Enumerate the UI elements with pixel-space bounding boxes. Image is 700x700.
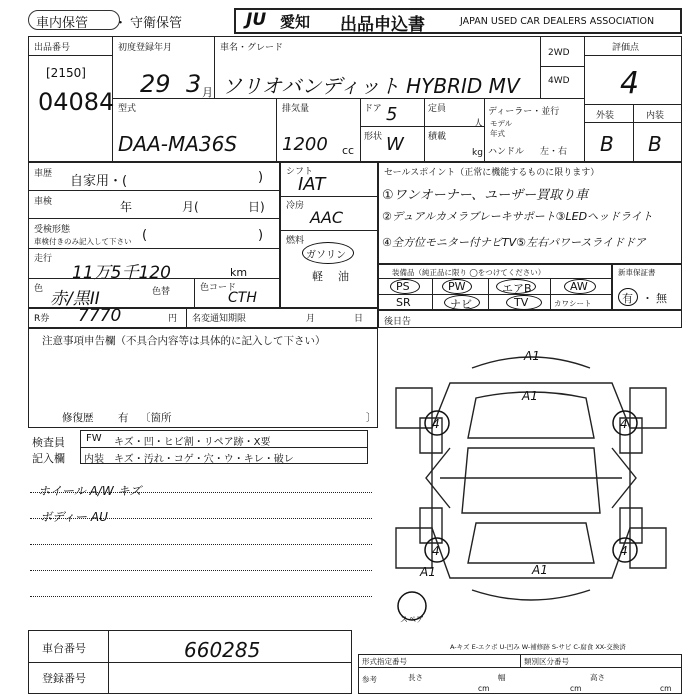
registration-year: 29 [140,70,171,98]
inspector-label-2: 記入欄 [32,452,65,465]
warranty-dot: ・ [642,292,653,305]
tag-car-storage-label: 車内保管 [36,16,89,31]
exterior-label: 外装 [596,111,615,121]
type-designation-label: 形式指定番号 [362,657,407,666]
load-unit: kg [472,148,483,158]
rear-report-block [378,310,682,328]
page-title: 出品申込書 [340,15,425,35]
dealer-label: ディーラー・並行 [488,107,560,117]
mark-hood: A1 [522,389,538,403]
sales-label: セールスポイント（正常に機能するものに限ります） [384,168,600,178]
equip-aw-circle [564,279,596,294]
car-damage-diagram [380,328,682,628]
carname-label: 車名・グレード [220,43,284,53]
equip-aw: AW [570,280,588,293]
warranty-yes: 有 [622,292,633,305]
chassis-label: 車台番号 [42,642,86,655]
deadline-day: 日 [354,314,364,324]
inspection-day: 日) [248,200,265,214]
mark-wheel-fr: 4 [620,417,628,431]
shift-label: シフト [286,167,314,177]
equipment-label: 装備品（純正品に限り ◯をつけてください） [392,268,546,277]
equip-ps: PS [396,280,410,293]
interior-grade: B [648,132,662,156]
assoc-jp: 愛知 [280,13,311,31]
handle-value: 左・右 [540,147,568,157]
rating-label: 評価点 [612,43,640,53]
inspection-type-open: ( [142,228,148,243]
mark-rear-left: A1 [420,565,436,579]
equip-tv-circle [506,295,542,310]
tag-guard-storage-label: 守衛保管 [130,16,183,31]
fw-items: キズ・凹・ヒビ割・リペア跡・X要 [114,437,271,448]
wd2-label: 2WD [548,48,570,58]
deadline-label: 名変通知期限 [192,314,247,324]
lot-subnumber: [2150] [46,66,86,80]
history-close: ) [258,170,264,185]
class-number-label: 類別区分番号 [524,657,569,666]
lot-label: 出品番号 [34,43,71,53]
mileage-label: 走行 [34,254,53,264]
recycle-fee-unit: 円 [168,314,178,324]
wd4-label: 4WD [548,76,570,86]
recycle-fee-label: R券 [34,314,50,324]
fw-label: FW [86,433,102,444]
registration-label: 初度登録年月 [118,43,173,53]
repair-have: 有 [118,412,129,424]
rear-report-label: 後日告 [384,317,412,327]
equip-ps-circle [390,279,420,294]
equip-navi: ナビ [450,298,472,311]
mark-front-bumper: A1 [524,349,540,363]
inspection-type-note: 車検付きのみ記入して下さい [34,237,132,246]
equip-pw: PW [448,280,466,293]
year-label: 年式 [490,129,505,138]
shape-label: 形状 [364,132,383,142]
interior-check-label: 内装 [84,454,104,465]
registration-month: 3 [186,70,202,98]
height-label: 高さ [590,673,605,682]
mark-wheel-rr: 4 [620,544,628,558]
mileage-value: 11万5千120 [72,263,171,283]
registration-month-unit: 月 [202,86,213,99]
shape-value: W [386,134,404,155]
inspection-label: 車検 [34,197,53,207]
color-label: 色 [34,284,44,294]
inspection-year: 年 [120,200,133,214]
load-label: 積載 [428,132,447,142]
carname-value: ソリオバンディット HYBRID MV [222,74,520,98]
capacity-unit: 人 [474,119,484,129]
door-value: 5 [386,104,398,125]
diagram-legend: A-キズ E-エクボ U-凹み W-補修跡 S-サビ C-腐食 XX-交換済 [450,643,626,651]
spare-label: スペア [400,615,424,624]
repair-close: 〕 [366,412,377,424]
mark-wheel-rl: 4 [432,544,440,558]
inspection-month: 月( [182,200,199,214]
displacement-value: 1200 [282,134,328,155]
interior-label: 内装 [646,111,665,121]
handle-label: ハンドル [488,147,525,157]
fuel-oil: 油 [338,270,349,283]
door-label: ドア [364,104,382,114]
sales-line-1: ①ワンオーナー、ユーザー買取り車 [382,188,589,203]
warranty-label: 新車保証書 [618,268,656,277]
equip-navi-circle [444,295,480,310]
color-code-label: 色コード [200,283,237,293]
width-unit: cm [570,684,582,693]
equip-leather: カワシート [554,299,592,308]
history-label: 車歴 [34,169,53,179]
color-change-label: 色替 [152,287,171,297]
inspector-label-1: 検査員 [32,436,65,449]
recycle-fee-value: 7770 [78,306,122,326]
warranty-no: 無 [656,292,667,305]
history-value: 自家用・( [70,174,128,189]
length-label: 長さ [408,673,423,682]
repair-place: 〔箇所 [140,412,172,424]
color-code-value: CTH [228,290,257,306]
displacement-unit: cc [342,144,355,157]
width-label: 幅 [498,673,506,682]
notes-label: 注意事項申告欄（不具合内容等は具体的に記入して下さい） [42,335,326,347]
interior-check-items: キズ・汚れ・コゲ・穴・ウ・キレ・破レ [114,454,294,465]
exterior-grade: B [600,132,614,156]
fuel-gas: ガソリン [306,250,346,261]
registration-number-label: 登録番号 [42,672,86,685]
model-year-label: モデル [490,119,513,128]
inspector-note-2: ボディー AU [40,510,108,524]
rating-value: 4 [620,66,640,101]
deadline-month: 月 [306,314,316,324]
sales-line-3: ④全方位モニター付ナビTV⑤左右パワースライドドア [382,236,646,249]
inspection-type-label: 受検形態 [34,225,71,235]
sales-line-2: ②デュアルカメラブレーキサポート③LEDヘッドライト [382,210,653,223]
fuel-label: 燃料 [286,236,305,246]
mark-wheel-fl: 4 [432,417,440,431]
model-value: DAA-MA36S [118,132,238,156]
model-label: 型式 [118,104,137,114]
equip-airbag: エアB [502,282,532,295]
ac-value: AAC [310,208,344,227]
displacement-label: 排気量 [282,104,310,114]
equip-pw-circle [442,279,472,294]
equip-tv: TV [514,296,529,309]
chassis-number: 660285 [184,638,261,662]
repair-label: 修復歴 [62,412,94,424]
inspector-note-1: ホイール A/W キズ [38,484,142,498]
inspection-type-close: ) [258,228,264,243]
equip-airbag-circle [496,279,536,294]
reference-label: 参考 [362,675,377,684]
ac-label: 冷房 [286,201,305,211]
color-value: 赤/黒II [50,289,100,309]
assoc-en: JAPAN USED CAR DEALERS ASSOCIATION [460,16,655,27]
shift-value: IAT [298,174,326,195]
capacity-label: 定員 [428,104,447,114]
length-unit: cm [478,684,490,693]
lot-number: 04084 [38,88,115,116]
mileage-unit: km [230,266,248,279]
tag-separator: ・ [114,16,128,31]
mark-rear-gate: A1 [532,563,548,577]
height-unit: cm [660,684,672,693]
equip-sr: SR [396,296,411,309]
fuel-light: 軽 [312,270,323,283]
ju-logo: JU [246,10,267,30]
